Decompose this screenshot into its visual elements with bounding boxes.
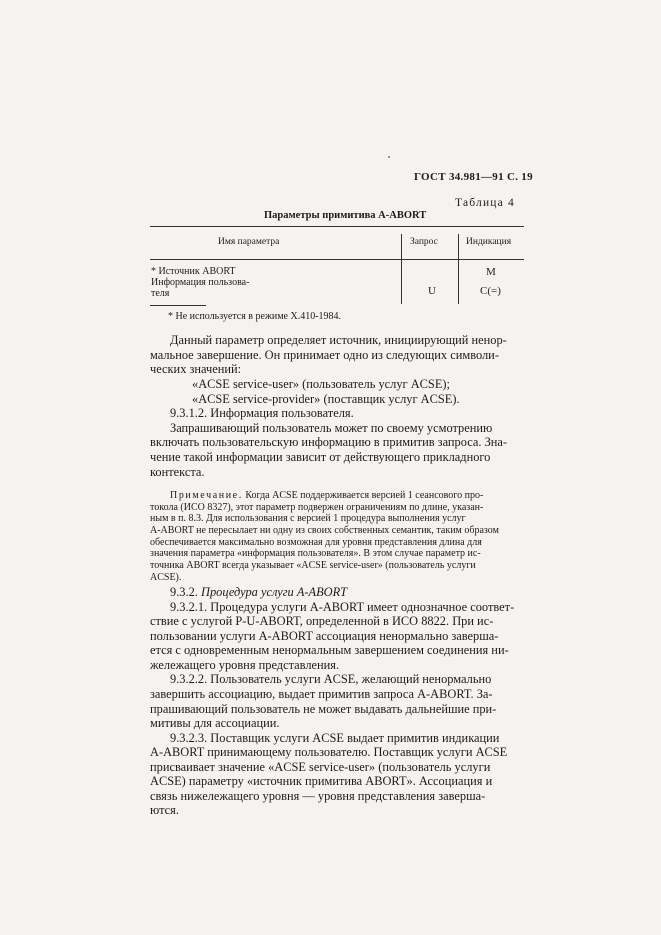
paragraph-line: 9.3.2.1. Процедура услуги A-ABORT имеет однозначное соответ- [170, 600, 515, 614]
paragraph-line: 9.3.2.2. Пользователь услуги ACSE, желающий ненормально [170, 672, 492, 686]
value-option-provider: «ACSE service-provider» (поставщик услуг ACSE). [192, 392, 460, 406]
table-footnote: * Не используется в режиме X.410-1984. [168, 311, 342, 322]
note-text: Когда ACSE поддерживается версией 1 сеансового про- [245, 490, 484, 501]
paragraph-line: митивы для ассоциации. [150, 716, 280, 730]
paragraph-line: A-ABORT принимающему пользователю. Поставщик услуги ACSE [150, 745, 508, 759]
value-option-user: «ACSE service-user» (пользователь услуг ACSE); [192, 377, 450, 391]
parameters-table [150, 226, 524, 304]
table-label: Таблица 4 [455, 197, 515, 209]
header-param-name: Имя параметра [218, 237, 280, 247]
paragraph-line: включать пользовательскую информацию в примитив запроса. Зна- [150, 435, 508, 449]
table-col-divider-2 [458, 234, 459, 304]
paragraph-line: 9.3.2.3. Поставщик услуги ACSE выдает примитив индикации [170, 731, 500, 745]
paragraph-line: ются. [150, 803, 179, 817]
paragraph-line: контекста. [150, 465, 205, 479]
table-top-rule [150, 226, 524, 227]
footnote-rule [150, 305, 206, 306]
paragraph-line: Данный параметр определяет источник, инициирующий ненор- [170, 333, 507, 347]
paragraph-line: ческих значений: [150, 362, 242, 376]
table-title: Параметры примитива A-ABORT [264, 210, 427, 221]
paragraph-line: пользовании услуги A-ABORT ассоциация ненормально заверша- [150, 629, 499, 643]
note-line: A-ABORT не пересылает ни одну из своих собственных семантик, таким образом [150, 525, 499, 536]
table-header-rule [150, 259, 524, 260]
paragraph-line: чение такой информации зависит от действующего прикладного [150, 450, 491, 464]
running-head: ГОСТ 34.981—91 С. 19 [414, 171, 533, 183]
paragraph-line: Запрашивающий пользователь может по своему усмотрению [170, 421, 493, 435]
paragraph-line: ствие с услугой P-U-ABORT, определенной в ИСО 8822. При ис- [150, 614, 494, 628]
row2-request: U [428, 285, 436, 297]
row1-param-name: * Источник ABORT [151, 266, 236, 277]
row1-indication: M [486, 266, 496, 278]
note-line: обеспечивается максимально возможная для уровня представления длина для [150, 537, 482, 548]
section-9-3-2-heading [170, 585, 347, 600]
note-line [170, 490, 483, 502]
section-9-3-1-2-title: 9.3.1.2. Информация пользователя. [170, 406, 354, 420]
paragraph-line: присваивает значение «ACSE service-user» (пользователь услуги [150, 760, 491, 774]
paragraph-line: мальное завершение. Он принимает одно из следующих символи- [150, 348, 499, 362]
paragraph-line: прашивающий пользователь не может выдавать дальнейшие при- [150, 702, 497, 716]
speck [388, 156, 390, 158]
paragraph-line: жележащего уровня представления. [150, 658, 340, 672]
note-label: Примечание. [170, 490, 243, 501]
note-line: значения параметра «информация пользователя». В этом случае параметр ис- [150, 548, 481, 559]
paragraph-line: ется с одновременным ненормальным завершением соединения ни- [150, 643, 509, 657]
header-indication: Индикация [466, 237, 512, 247]
paragraph-line: завершить ассоциацию, выдает примитив запроса A-ABORT. За- [150, 687, 493, 701]
paragraph-line: связь нижележащего уровня — уровня представления заверша- [150, 789, 486, 803]
note-line: ным в п. 8.3. Для использования с версией 1 процедура выполнения услуг [150, 513, 466, 524]
note-line: ACSE). [150, 572, 182, 583]
section-number: 9.3.2. [170, 585, 198, 599]
header-request: Запрос [410, 237, 438, 247]
note-line: точника ABORT всегда указывает «ACSE service-user» (пользователь услуги [150, 560, 476, 571]
note-line: токола (ИСО 8327), этот параметр подвержен ограничениям по длине, указан- [150, 502, 484, 513]
row2-indication: C(=) [480, 285, 501, 297]
row2-param-name-line2: теля [151, 288, 170, 299]
row2-param-name-line1: Информация пользова- [151, 277, 250, 288]
section-title: Процедура услуги A-ABORT [201, 585, 348, 599]
table-col-divider-1 [401, 234, 402, 304]
paragraph-line: ACSE) параметру «источник примитива ABORT». Ассоциация и [150, 774, 493, 788]
